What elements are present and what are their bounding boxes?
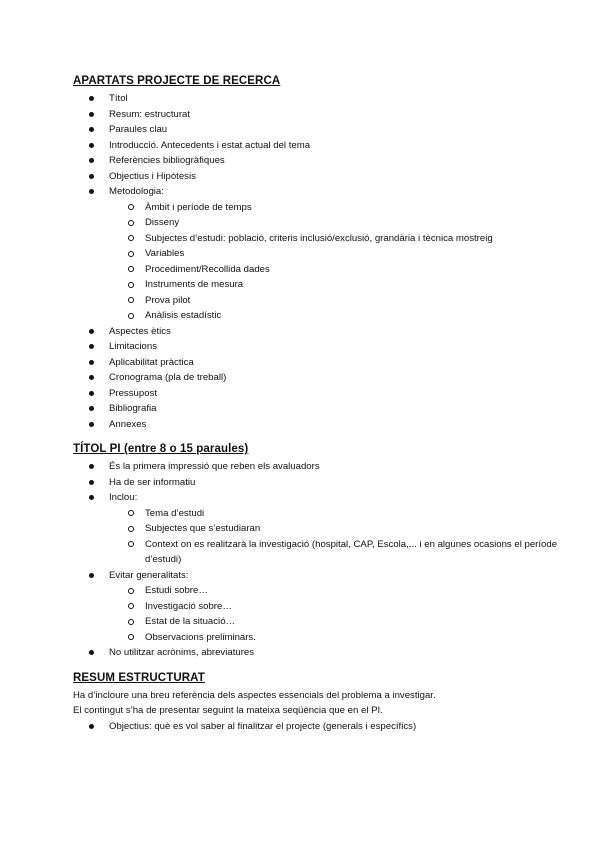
- circle-bullet-icon: [128, 588, 134, 594]
- list-item: Aplicabilitat pràctica: [73, 355, 563, 371]
- list-item: Cronograma (pla de treball): [73, 370, 563, 386]
- circle-bullet-icon: [128, 297, 134, 303]
- circle-bullet-icon: [128, 526, 134, 532]
- bullet-icon: [89, 495, 94, 500]
- circle-bullet-icon: [128, 235, 134, 241]
- bullet-icon: [89, 360, 94, 365]
- sub-list-item: Estudi sobre…: [73, 583, 563, 599]
- document-content: [73, 74, 563, 734]
- bullet-icon: [89, 127, 94, 132]
- list-item: Ha de ser informatiu: [73, 475, 563, 491]
- list-item: Annexes: [73, 417, 563, 433]
- resum-list: [73, 719, 563, 735]
- bullet-icon: [89, 480, 94, 485]
- list-item: Introducció. Antecedents i estat actual del tema: [73, 138, 563, 154]
- list-item: Paraules clau: [73, 122, 563, 138]
- sub-list-item: Procediment/Recollida dades: [73, 262, 563, 278]
- list-item: Bibliografia: [73, 401, 563, 417]
- sub-list-item: Prova pilot: [73, 293, 563, 309]
- bullet-icon: [89, 329, 94, 334]
- list-item: No utilitzar acrònims, abreviatures: [73, 645, 563, 661]
- circle-bullet-icon: [128, 603, 134, 609]
- list-item: Referències bibliogràfiques: [73, 153, 563, 169]
- circle-bullet-icon: [128, 619, 134, 625]
- list-item: Resum: estructurat: [73, 107, 563, 123]
- circle-bullet-icon: [128, 282, 134, 288]
- sub-list-item: Anàlisis estadístic: [73, 308, 563, 324]
- apartats-list: [73, 91, 563, 432]
- section-titol: [73, 442, 563, 661]
- list-item-evitar: Evitar generalitats:: [73, 568, 563, 584]
- list-item-metodologia: Metodologia:: [73, 184, 563, 200]
- sub-list-item: Variables: [73, 246, 563, 262]
- circle-bullet-icon: [128, 251, 134, 257]
- sub-list-item: Instruments de mesura: [73, 277, 563, 293]
- section-apartats: [73, 74, 563, 432]
- list-item-inclou: Inclou:: [73, 490, 563, 506]
- sub-list-item: Subjectes d’estudi: població, criteris inclusió/exclusió, grandària i tècnica mostreig: [73, 231, 563, 247]
- list-item: És la primera impressió que reben els avaluadors: [73, 459, 563, 475]
- sub-list-item: Subjectes que s’estudiaran: [73, 521, 563, 537]
- section-title-titol: TÍTOL PI (entre 8 o 15 paraules): [73, 443, 249, 455]
- list-item: Aspectes ètics: [73, 324, 563, 340]
- section-title-apartats: APARTATS PROJECTE DE RECERCA: [73, 75, 281, 87]
- sub-list-item: Observacions preliminars.: [73, 630, 563, 646]
- sub-list-item: Disseny: [73, 215, 563, 231]
- circle-bullet-icon: [128, 313, 134, 319]
- circle-bullet-icon: [128, 541, 134, 547]
- circle-bullet-icon: [128, 220, 134, 226]
- paragraph: Ha d’incloure una breu referència dels aspectes essencials del problema a investigar.: [73, 689, 436, 701]
- sub-list-item: Context on es realitzarà la investigació (hospital, CAP, Escola,... i en algunes ocasions el període d’estudi): [73, 537, 563, 568]
- bullet-icon: [89, 143, 94, 148]
- titol-list: [73, 459, 563, 661]
- list-item: Limitacions: [73, 339, 563, 355]
- bullet-icon: [89, 375, 94, 380]
- bullet-icon: [89, 573, 94, 578]
- list-item: Objectius i Hipòtesis: [73, 169, 563, 185]
- bullet-icon: [89, 406, 94, 411]
- bullet-icon: [89, 158, 94, 163]
- list-item: Objectius: què es vol saber al finalitzar el projecte (generals i específics): [73, 719, 563, 735]
- bullet-icon: [89, 96, 94, 101]
- circle-bullet-icon: [128, 204, 134, 210]
- section-resum: [73, 671, 563, 735]
- sub-list-item: Estat de la situació…: [73, 614, 563, 630]
- circle-bullet-icon: [128, 510, 134, 516]
- bullet-icon: [89, 724, 94, 729]
- circle-bullet-icon: [128, 634, 134, 640]
- bullet-icon: [89, 112, 94, 117]
- bullet-icon: [89, 422, 94, 427]
- paragraph: El contingut s’ha de presentar seguint la mateixa seqüència que en el PI.: [73, 705, 383, 716]
- bullet-icon: [89, 174, 94, 179]
- section-title-resum: RESUM ESTRUCTURAT: [73, 671, 205, 684]
- sub-list-item: Tema d’estudi: [73, 506, 563, 522]
- list-item: Títol: [73, 91, 563, 107]
- list-item: Pressupost: [73, 386, 563, 402]
- bullet-icon: [89, 189, 94, 194]
- circle-bullet-icon: [128, 266, 134, 272]
- bullet-icon: [89, 344, 94, 349]
- sub-list-item: Investigació sobre…: [73, 599, 563, 615]
- bullet-icon: [89, 391, 94, 396]
- bullet-icon: [89, 650, 94, 655]
- bullet-icon: [89, 464, 94, 469]
- sub-list-item: Àmbit i període de temps: [73, 200, 563, 216]
